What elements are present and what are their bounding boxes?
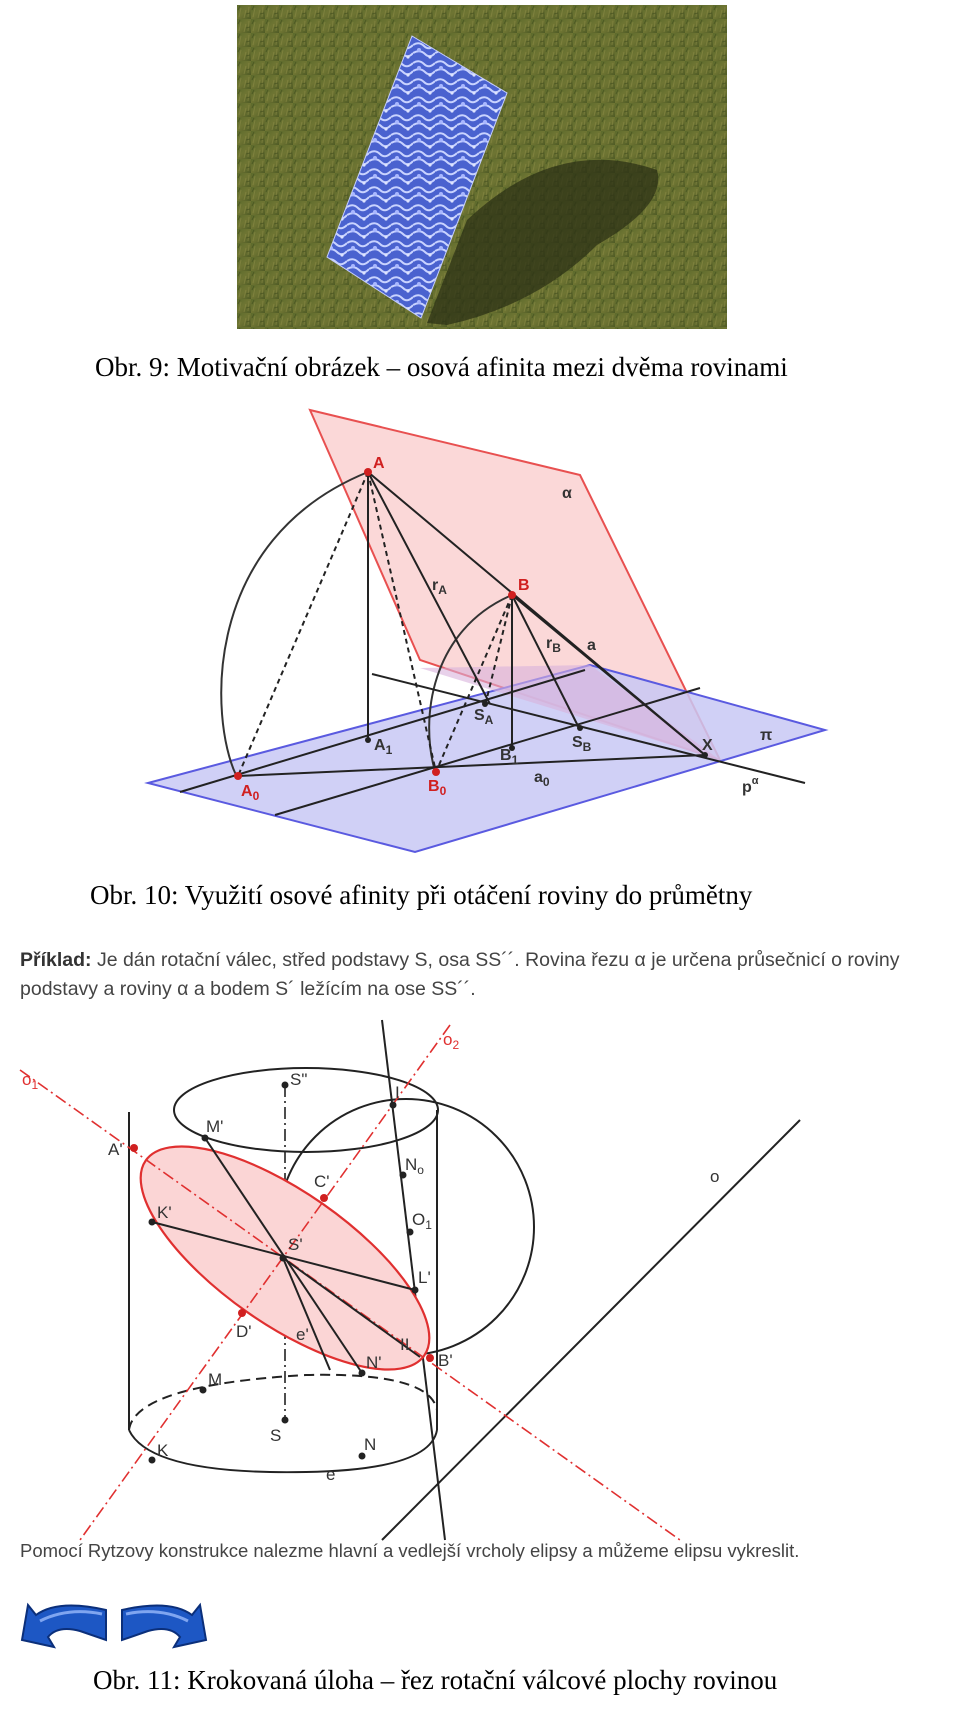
svg-text:SB: $S_B$: [572, 734, 592, 754]
svg-text:A1: $A_1$: [374, 737, 393, 757]
svg-text:A: A: [373, 455, 385, 472]
svg-text:A': A': [108, 1140, 123, 1159]
svg-text:D': D': [236, 1322, 252, 1341]
svg-text:I: I: [395, 1083, 400, 1102]
svg-text:rB: $r_B$: [546, 635, 561, 655]
arrow-forward-icon: [118, 1585, 210, 1655]
svg-text:o2: $o_2$: [443, 1030, 460, 1052]
svg-text:S: S: [270, 1426, 282, 1445]
svg-text:o1: $o_1$: [22, 1070, 39, 1092]
svg-text:M: M: [208, 1370, 223, 1389]
svg-text:B0: $B_0$: [428, 778, 447, 798]
svg-text:e': e': [296, 1325, 309, 1344]
svg-text:N': N': [366, 1353, 382, 1372]
svg-text:o: o: [710, 1167, 720, 1186]
svg-text:rA: $r_A$: [432, 577, 447, 597]
cylinder-section-diagram: [0, 1005, 960, 1550]
svg-text:pα: $p^\alpha$: [742, 775, 759, 796]
rytz-instruction: Pomocí Rytzovy konstrukce nalezme hlavní a vedlejší vrcholy elipsy a můžeme elipsu vykreslit.: [20, 1540, 800, 1561]
svg-text:S': S': [288, 1235, 303, 1254]
figure-9-caption: Obr. 9: Motivační obrázek – osová afinita mezi dvěma rovinami: [95, 352, 788, 382]
svg-text:II: II: [400, 1335, 410, 1354]
affinity-rotation-diagram: [140, 398, 840, 858]
example-label: Příklad:: [20, 949, 92, 971]
svg-text:SA: $S_A$: [474, 707, 494, 727]
svg-text:a0: $a_0$: [534, 769, 550, 789]
figure-10-caption: Obr. 10: Využití osové afinity při otáčení roviny do průmětny: [90, 880, 753, 910]
svg-text:X: X: [702, 737, 713, 754]
svg-text:K: K: [157, 1441, 169, 1460]
motivation-photo: [237, 5, 727, 329]
svg-text:N: N: [364, 1435, 377, 1454]
arrow-back-icon: [18, 1585, 110, 1655]
svg-text:L': L': [418, 1268, 431, 1287]
svg-text:K': K': [157, 1203, 172, 1222]
example-text: [20, 946, 955, 1004]
svg-text:A0: $A_0$: [241, 783, 260, 803]
svg-text:α: α: [562, 485, 572, 502]
svg-text:O1: $O_1$: [412, 1210, 432, 1232]
svg-text:C': C': [314, 1172, 330, 1191]
plane-pi: [148, 665, 825, 852]
svg-text:B1: $B_1$: [500, 747, 519, 767]
svg-text:B': B': [438, 1351, 453, 1370]
figure-11-caption: Obr. 11: Krokovaná úloha – řez rotační válcové plochy rovinou: [93, 1665, 778, 1695]
svg-text:a: a: [587, 637, 596, 654]
svg-text:M': M': [206, 1117, 224, 1136]
back-button[interactable]: [18, 1585, 110, 1655]
svg-text:B: B: [518, 577, 530, 594]
example-body: Je dán rotační válec, střed podstavy S, osa SS´´. Rovina řezu α je určena průsečnicí o roviny podstavy a roviny α a bodem S´ ležícím na ose SS´´.: [20, 949, 900, 1000]
svg-text:π: π: [760, 727, 773, 744]
svg-text:e: e: [326, 1465, 336, 1484]
svg-text:No: $N_o$: [405, 1155, 424, 1177]
forward-button[interactable]: [118, 1585, 210, 1655]
svg-text:S": S": [290, 1070, 308, 1089]
